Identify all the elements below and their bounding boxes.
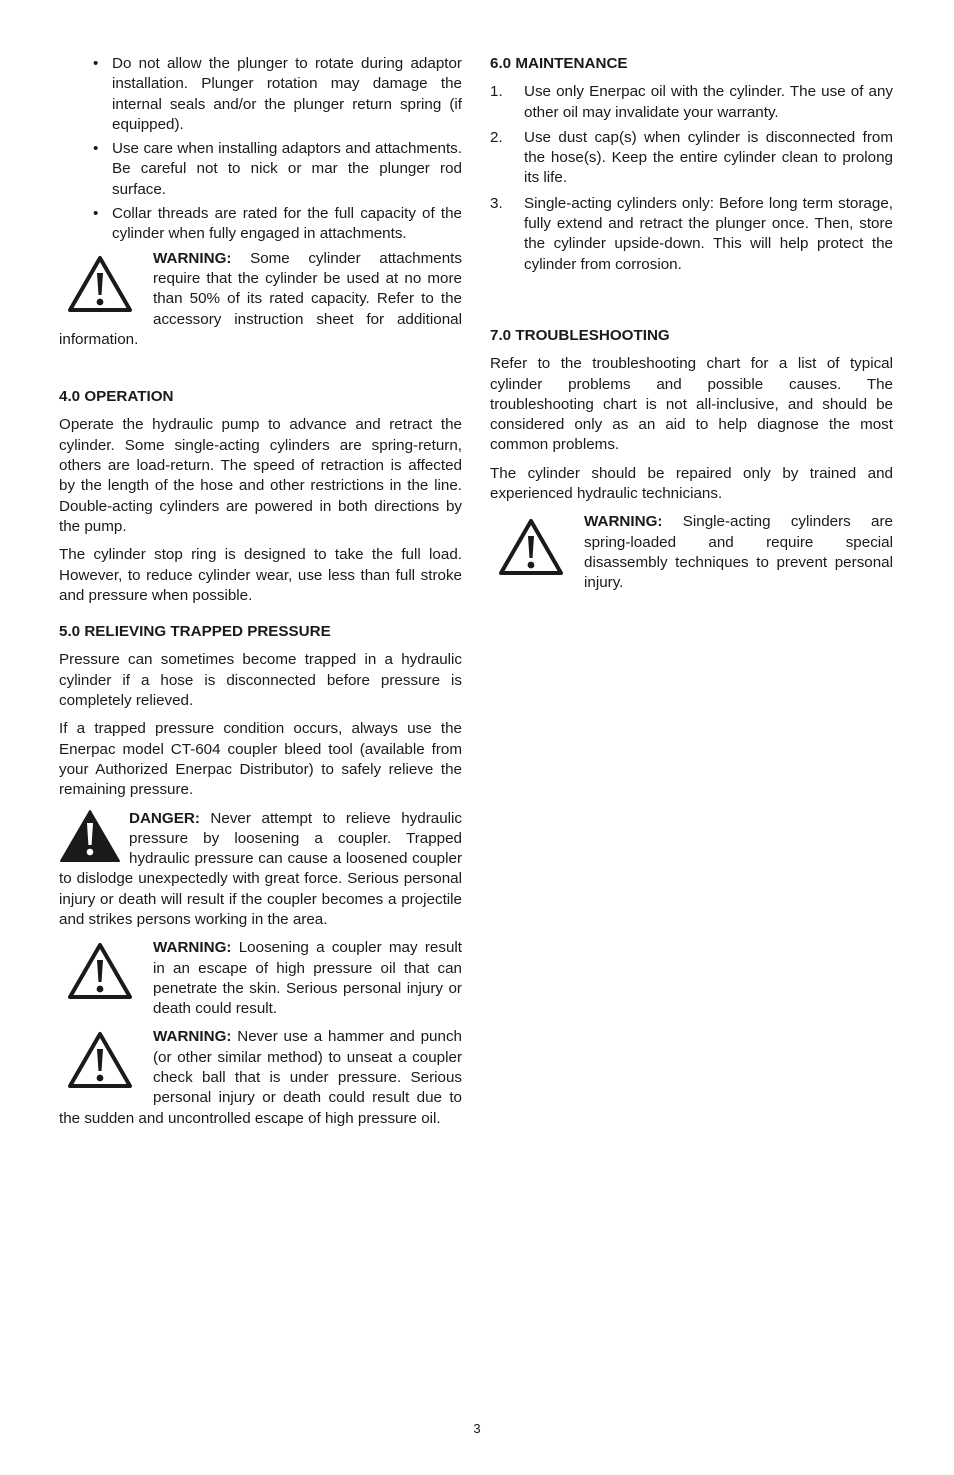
list-item: • Collar threads are rated for the full capacity of the cylinder when fully engaged in attachments. — [93, 204, 462, 245]
danger-coupler — [59, 809, 462, 931]
list-item: • Use care when installing adaptors and attachments. Be careful not to nick or mar the plunger rod surface. — [93, 139, 462, 200]
warning-outline-icon — [67, 942, 133, 1000]
warning-label: WARNING: — [584, 513, 663, 531]
page-number: 3 — [473, 1421, 481, 1436]
warning-spring-loaded — [490, 512, 893, 593]
relieving-paragraph-1: Pressure can sometimes become trapped in a hydraulic cylinder if a hose is disconnected before pressure is completely relieved. — [59, 651, 462, 710]
operation-paragraph-2: The cylinder stop ring is designed to take the full load. However, to reduce cylinder wear, use less than full stroke and pressure when possible. — [59, 546, 462, 604]
warning-text: Some cylinder attachments require that the cylinder be used at no more than 50% of its rated capacity. Refer to the accessory instruction sheet for additional information. — [59, 249, 462, 348]
precautions-list — [59, 54, 462, 245]
warning-hammer-punch — [59, 1027, 462, 1128]
warning-label: WARNING: — [153, 939, 232, 957]
right-column — [490, 54, 893, 594]
list-item: 2. Use dust cap(s) when cylinder is disconnected from the hose(s). Keep the entire cylinder clean to prolong its life. — [490, 128, 893, 187]
warning-outline-icon — [67, 255, 133, 313]
list-item: 3. Single-acting cylinders only: Before long term storage, fully extend and retract the plunger once. Then, store the cylinder upside-down. This will help protect the cylinder from corrosion. — [490, 194, 893, 273]
troubleshooting-paragraph-2: The cylinder should be repaired only by trained and experienced hydraulic technicians. — [490, 464, 893, 503]
relieving-paragraph-2: If a trapped pressure condition occurs, always use the Enerpac model CT-604 coupler bleed tool (available from your Authorized Enerpac Distributor) to safely relieve the remaining pressure. — [59, 720, 462, 799]
left-column — [59, 54, 462, 1129]
warning-label: WARNING: — [153, 1028, 232, 1046]
warning-outline-icon — [498, 518, 564, 576]
maintenance-list — [490, 82, 893, 275]
warning-text: Loosening a coupler may result in an escape of high pressure oil that can penetrate the skin. Serious personal injury or death could result. — [153, 939, 462, 1018]
section-heading-relieving: 5.0 RELIEVING TRAPPED PRESSURE — [59, 623, 331, 641]
warning-attachments — [59, 249, 462, 350]
warning-text: Single-acting cylinders are spring-loaded and require special disassembly techniques to prevent personal injury. — [584, 513, 893, 592]
warning-loosening-coupler — [59, 938, 462, 1019]
warning-label: WARNING: — [153, 249, 232, 267]
section-heading-operation: 4.0 OPERATION — [59, 388, 174, 406]
section-heading-maintenance: 6.0 MAINTENANCE — [490, 55, 628, 72]
list-item: • Do not allow the plunger to rotate during adaptor installation. Plunger rotation may damage the internal seals and/or the plunger return spring (if equipped). — [93, 54, 462, 135]
operation-paragraph-1: Operate the hydraulic pump to advance and retract the cylinder. Some single-acting cylinders are spring-return, others are load-return. The speed of retraction is affected by the length of the hose and other restrictions in the line. Double-acting cylinders are powered in both directions by the pump. — [59, 416, 462, 535]
list-item: 1. Use only Enerpac oil with the cylinder. The use of any other oil may invalidate your warranty. — [490, 83, 893, 121]
warning-text: Never use a hammer and punch (or other similar method) to unseat a coupler check ball that is under pressure. Serious personal injury or death could result due to the sudden and uncontrolled escape of high pressure oil. — [59, 1028, 462, 1127]
section-heading-troubleshooting: 7.0 TROUBLESHOOTING — [490, 326, 670, 344]
danger-label: DANGER: — [129, 809, 200, 827]
danger-text: Never attempt to relieve hydraulic pressure by loosening a coupler. Trapped hydraulic pressure can cause a loosened coupler to dislodge unexpectedly with great force. Serious personal injury or death will result if the coupler becomes a projectile and strikes persons working in the area. — [59, 809, 462, 928]
danger-filled-icon — [59, 809, 121, 863]
troubleshooting-paragraph-1: Refer to the troubleshooting chart for a list of typical cylinder problems and possible causes. The troubleshooting chart is not all-inclusive, and should be considered only as an aid to help diagnose the most common problems. — [490, 355, 893, 454]
warning-outline-icon — [67, 1031, 133, 1089]
